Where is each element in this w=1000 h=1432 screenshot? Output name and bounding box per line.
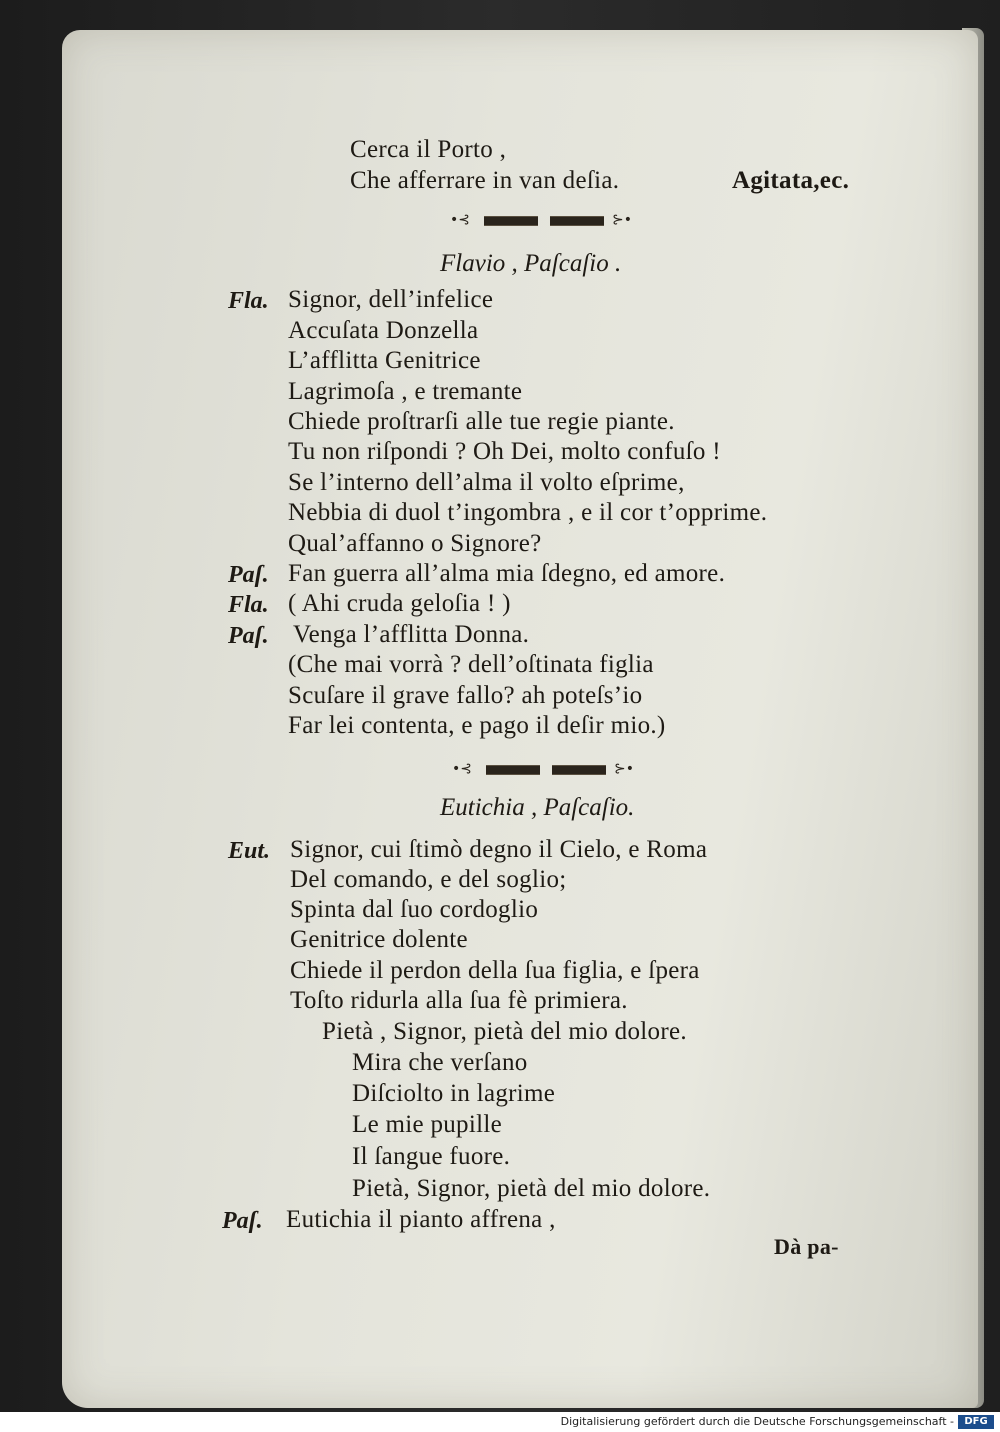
verse-line: Chiede il perdon della ſua figlia, e ſpera bbox=[290, 957, 700, 984]
aria-line: Pietà, Signor, pietà del mio dolore. bbox=[352, 1175, 711, 1202]
verse-line: Fan guerra all’alma mia ſdegno, ed amore. bbox=[288, 560, 726, 587]
ornament-divider bbox=[452, 762, 642, 776]
verse-line: Signor, dell’infelice bbox=[288, 286, 494, 313]
verse-line: Spinta dal ſuo cordoglio bbox=[290, 896, 539, 923]
scene-heading: Flavio , Paſcaſio . bbox=[440, 250, 622, 277]
verse-line: Lagrimoſa , e tremante bbox=[288, 378, 523, 405]
ornament-divider bbox=[450, 213, 640, 227]
speaker-label: Eut. bbox=[228, 838, 271, 864]
verse-line: Chiede proſtrarſi alle tue regie piante. bbox=[288, 408, 675, 435]
digitization-footer bbox=[0, 1412, 1000, 1432]
aria-line: Le mie pupille bbox=[352, 1111, 502, 1138]
scene-heading: Eutichia , Paſcaſio. bbox=[440, 794, 635, 821]
aria-line: Il ſangue fuore. bbox=[352, 1143, 511, 1170]
verse-line: Cerca il Porto , bbox=[350, 136, 507, 163]
verse-line: Scuſare il grave fallo? ah poteſs’io bbox=[288, 682, 643, 709]
aria-line: Mira che verſano bbox=[352, 1049, 528, 1076]
verse-line: Genitrice dolente bbox=[290, 926, 468, 953]
ornament-flourish-icon: •⊰ bbox=[450, 212, 470, 228]
verse-line: Qual’affanno o Signore? bbox=[288, 530, 542, 557]
speaker-label: Fla. bbox=[228, 592, 269, 618]
verse-line: Nebbia di duol t’ingombra , e il cor t’opprime. bbox=[288, 499, 768, 526]
verse-line: Tu non riſpondi ? Oh Dei, molto confuſo ! bbox=[288, 438, 721, 465]
verse-line: Eutichia il pianto affrena , bbox=[286, 1206, 556, 1233]
aria-line: Pietà , Signor, pietà del mio dolore. bbox=[322, 1018, 687, 1045]
ornament-flourish-icon: •⊰ bbox=[452, 761, 472, 777]
verse-line: Venga l’afflitta Donna. bbox=[293, 621, 530, 648]
verse-line: Se l’interno dell’alma il volto eſprime, bbox=[288, 469, 685, 496]
dfg-logo: DFG bbox=[958, 1415, 994, 1429]
verse-line: L’afflitta Genitrice bbox=[288, 347, 481, 374]
verse-line: Far lei contenta, e pago il deſir mio.) bbox=[288, 712, 666, 739]
aria-line: Diſciolto in lagrime bbox=[352, 1080, 556, 1107]
verse-line: Accuſata Donzella bbox=[288, 317, 479, 344]
speaker-label: Paſ. bbox=[222, 1208, 263, 1234]
verse-line: Toſto ridurla alla ſua fè primiera. bbox=[290, 987, 628, 1014]
verse-line: Signor, cui ſtimò degno il Cielo, e Roma bbox=[290, 836, 708, 863]
catchword: Dà pa- bbox=[774, 1234, 839, 1259]
footer-credit: Digitalisierung gefördert durch die Deutsche Forschungsgemeinschaft - bbox=[560, 1415, 954, 1428]
verse-line: Che afferrare in van deſia. bbox=[350, 167, 620, 194]
verse-line: Del comando, e del soglio; bbox=[290, 866, 567, 893]
ornament-flourish-icon: ⊱• bbox=[614, 761, 634, 777]
verse-line: ( Ahi cruda geloſia ! ) bbox=[288, 590, 511, 617]
ornament-flourish-icon: ⊱• bbox=[612, 212, 632, 228]
verse-line: (Che mai vorrà ? dell’oſtinata figlia bbox=[288, 651, 654, 678]
speaker-label: Fla. bbox=[228, 288, 269, 314]
speaker-label: Paſ. bbox=[228, 623, 269, 649]
speaker-label: Paſ. bbox=[228, 562, 269, 588]
aria-cue: Agitata,ec. bbox=[732, 167, 850, 194]
